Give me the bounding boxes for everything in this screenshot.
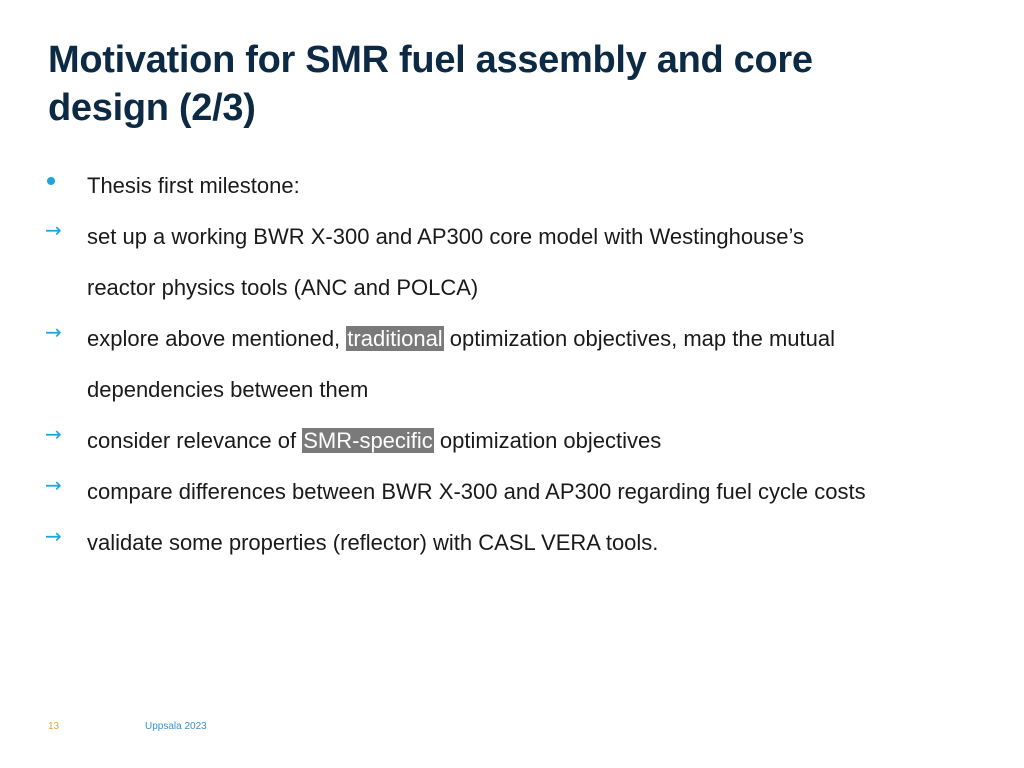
list-item-text-before: explore above mentioned, [87,326,347,351]
highlighted-term-smr-specific: SMR-specific [303,428,433,453]
list-item-text: validate some properties (reflector) with CASL VERA tools. [87,530,659,555]
list-item-validate: → validate some properties (reflector) with CASL VERA tools. [45,524,659,555]
slide-title-line-2: design (2/3) [48,87,256,129]
list-item-text-after: optimization objectives [433,428,662,453]
list-item-explore-objectives-continued [44,364,1004,415]
slide-title-line-1: Motivation for SMR fuel assembly and core [48,39,813,81]
page-number: 13 [48,721,60,732]
list-item-text: set up a working BWR X-300 and AP300 core model with Westinghouse’s [87,224,805,249]
list-item-text: dependencies between them [87,377,369,402]
list-item-text: compare differences between BWR X-300 and AP300 regarding fuel cycle costs [87,479,866,504]
list-item-explore-objectives: → explore above mentioned, traditional optimization objectives, map the mutual [45,320,835,351]
list-item-setup-model: → set up a working BWR X-300 and AP300 core model with Westinghouse’s [45,218,805,249]
list-item-text: Thesis first milestone: [87,173,300,198]
list-item-text-after: optimization objectives, map the mutual [443,326,835,351]
list-item-text-before: consider relevance of [87,428,303,453]
list-item-milestone [44,160,1004,211]
footer-location: Uppsala 2023 [145,721,207,732]
list-item-compare-costs: → compare differences between BWR X-300 and AP300 regarding fuel cycle costs [45,473,866,504]
list-item-smr-specific: → consider relevance of SMR-specific optimization objectives [45,422,662,453]
list-item-text: reactor physics tools (ANC and POLCA) [87,275,479,300]
slide-title [48,36,948,132]
highlighted-term-traditional: traditional [347,326,443,351]
slide-content [44,160,1004,568]
list-item-setup-model-continued [44,262,1004,313]
